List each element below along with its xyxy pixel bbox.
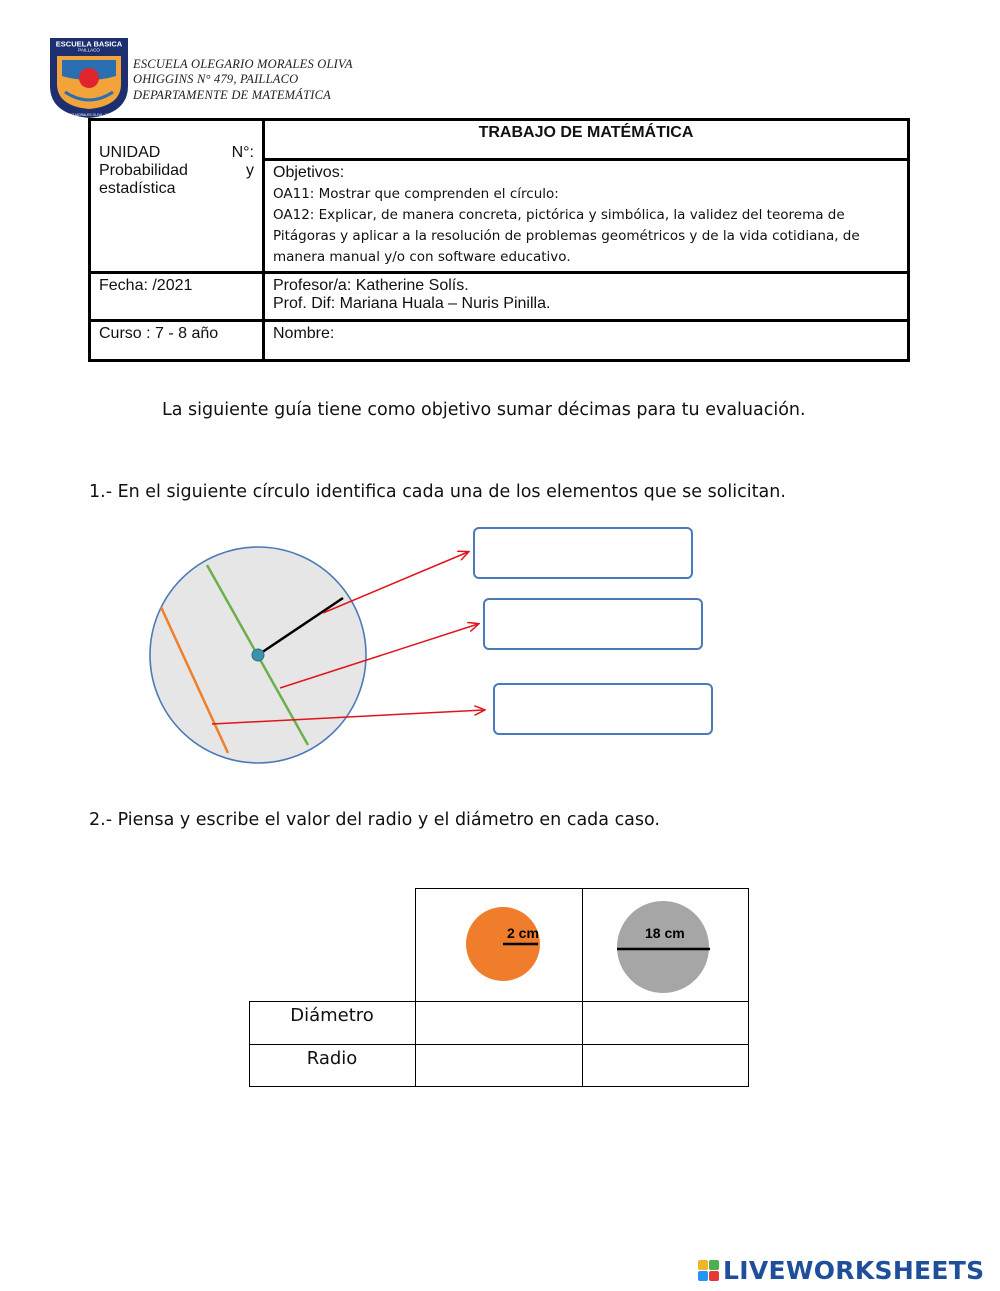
brand-text: LIVEWORKSHEETS bbox=[723, 1255, 985, 1285]
row-label-diameter: Diámetro bbox=[290, 1005, 374, 1026]
teacher-cell bbox=[264, 273, 909, 321]
name-field[interactable]: Nombre: bbox=[264, 321, 909, 361]
answer-box-radius[interactable] bbox=[473, 527, 693, 579]
objective-oa11: OA11: Mostrar que comprenden el círculo: bbox=[273, 186, 559, 202]
header-table bbox=[88, 118, 910, 362]
objectives-label: Objetivos: bbox=[273, 164, 345, 181]
diameter-input-1[interactable] bbox=[415, 1001, 583, 1045]
unit-cell bbox=[90, 120, 264, 273]
school-department: DEPARTAMENTE DE MATEMÁTICA bbox=[133, 88, 332, 102]
answer-box-diameter[interactable] bbox=[483, 598, 703, 650]
unit-name-part3: estadística bbox=[99, 180, 176, 197]
school-address: OHIGGINS N° 479, PAILLACO bbox=[133, 72, 299, 86]
orange-circle-label: 2 cm bbox=[507, 925, 539, 941]
brand-mark-icon bbox=[698, 1260, 719, 1281]
school-name: ESCUELA OLEGARIO MORALES OLIVA bbox=[133, 57, 353, 71]
center-point bbox=[252, 649, 264, 661]
question-1: 1.- En el siguiente círculo identifica cada una de los elementos que se solicitan. bbox=[89, 482, 786, 502]
objectives-cell bbox=[264, 160, 909, 273]
unit-number-label: N°: bbox=[231, 144, 254, 161]
brand-mark-e bbox=[709, 1271, 719, 1281]
unit-name-part2: y bbox=[246, 162, 254, 179]
worksheet-title: TRABAJO DE MATÉMÁTICA bbox=[264, 120, 909, 160]
brand-mark-i bbox=[709, 1260, 719, 1270]
brand-mark-v bbox=[698, 1271, 708, 1281]
circle-figures bbox=[416, 889, 748, 1001]
radius-input-2[interactable] bbox=[582, 1044, 749, 1087]
school-logo bbox=[48, 36, 130, 120]
teacher-name: Profesor/a: Katherine Solís. bbox=[273, 277, 469, 294]
arrow-radius bbox=[323, 552, 468, 613]
unit-label: UNIDAD bbox=[99, 144, 161, 161]
gray-circle-label: 18 cm bbox=[645, 925, 685, 941]
date-cell[interactable]: Fecha: /2021 bbox=[90, 273, 264, 321]
radius-input-1[interactable] bbox=[415, 1044, 583, 1087]
question-2: 2.- Piensa y escribe el valor del radio y el diámetro en cada caso. bbox=[89, 810, 660, 830]
gray-circle bbox=[617, 901, 709, 993]
circle-diagram bbox=[140, 540, 500, 770]
answer-box-chord[interactable] bbox=[493, 683, 713, 735]
logo-subtext: PAILLACO bbox=[78, 47, 100, 53]
liveworksheets-brand[interactable] bbox=[698, 1253, 984, 1287]
course-cell: Curso : 7 - 8 año bbox=[90, 321, 264, 361]
intro-text: La siguiente guía tiene como objetivo sumar décimas para tu evaluación. bbox=[162, 400, 806, 420]
row-label-radius: Radio bbox=[306, 1048, 358, 1069]
teacher-dif: Prof. Dif: Mariana Huala – Nuris Pinilla. bbox=[273, 295, 551, 312]
logo-ring-text: OLEGARIO MORALES OLIVA - PAILLACO bbox=[56, 113, 122, 117]
unit-name-part1: Probabilidad bbox=[99, 162, 188, 179]
diameter-input-2[interactable] bbox=[582, 1001, 749, 1045]
objective-oa12: OA12: Explicar, de manera concreta, pictórica y simbólica, la validez del teorema de Pitágoras y aplicar a la resolución de problemas geométricos y de la vida cotidiana, de manera manual y/o con software educativo. bbox=[273, 207, 860, 265]
logo-text: ESCUELA BASICA bbox=[55, 39, 123, 49]
brand-mark-l bbox=[698, 1260, 708, 1270]
